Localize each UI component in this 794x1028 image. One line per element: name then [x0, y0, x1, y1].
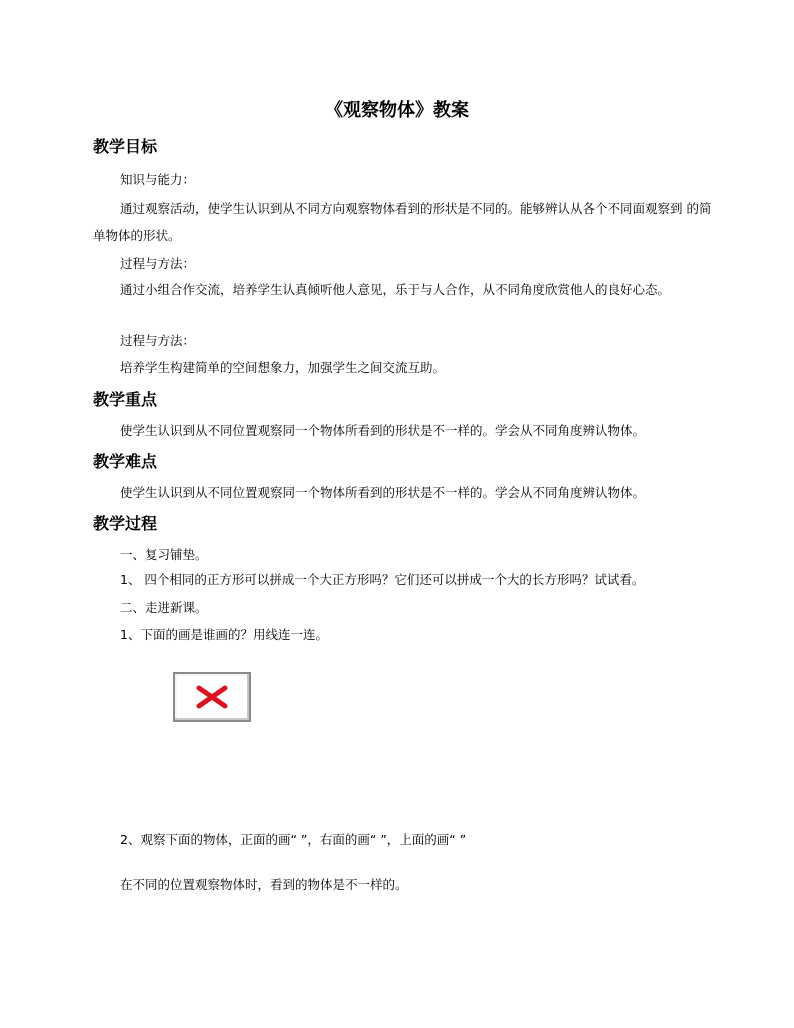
paragraph-key-points: 使学生认识到从不同位置观察同一个物体所看到的形状是不一样的。学会从不同角度辨认物体。	[120, 423, 646, 438]
label-process-method: 过程与方法：	[120, 256, 196, 271]
heading-key-points: 教学重点	[93, 390, 158, 409]
step-new-lesson-item-1: 1、下面的画是谁画的？用线连一连。	[120, 627, 328, 642]
document-title: 《观察物体》教案	[325, 100, 469, 121]
step-review-item: 1、 四个相同的正方形可以拼成一个大正方形吗？它们还可以拼成一个大的长方形吗？试试看。	[120, 572, 645, 587]
paragraph-process-method-2: 培养学生构建简单的空间想象力，加强学生之间交流互助。	[120, 360, 446, 375]
conclusion-text: 在不同的位置观察物体时，看到的物体是不一样的。	[120, 877, 408, 892]
broken-image-placeholder	[173, 672, 251, 722]
heading-difficulties: 教学难点	[93, 452, 158, 471]
paragraph-knowledge-ability: 通过观察活动，使学生认识到从不同方向观察物体看到的形状是不同的。能够辨认从各个不同面观察到 的简单物体的形状。	[93, 201, 712, 243]
step-new-lesson: 二、走进新课。	[120, 600, 208, 615]
paragraph-process-method: 通过小组合作交流，培养学生认真倾听他人意见，乐于与人合作，从不同角度欣赏他人的良好心态。	[120, 282, 671, 297]
step-new-lesson-item-2: 2、观察下面的物体，正面的画“ ”，右面的画“ ”，上面的画“ ”	[120, 832, 467, 847]
heading-teaching-goals: 教学目标	[93, 137, 158, 156]
label-process-method-2: 过程与方法：	[120, 333, 196, 348]
heading-teaching-process: 教学过程	[93, 514, 158, 533]
label-knowledge-ability: 知识与能力：	[120, 172, 196, 187]
broken-image-x-icon	[194, 685, 230, 709]
paragraph-difficulties: 使学生认识到从不同位置观察同一个物体所看到的形状是不一样的。学会从不同角度辨认物体。	[120, 485, 646, 500]
step-review: 一、复习铺垫。	[120, 547, 208, 562]
